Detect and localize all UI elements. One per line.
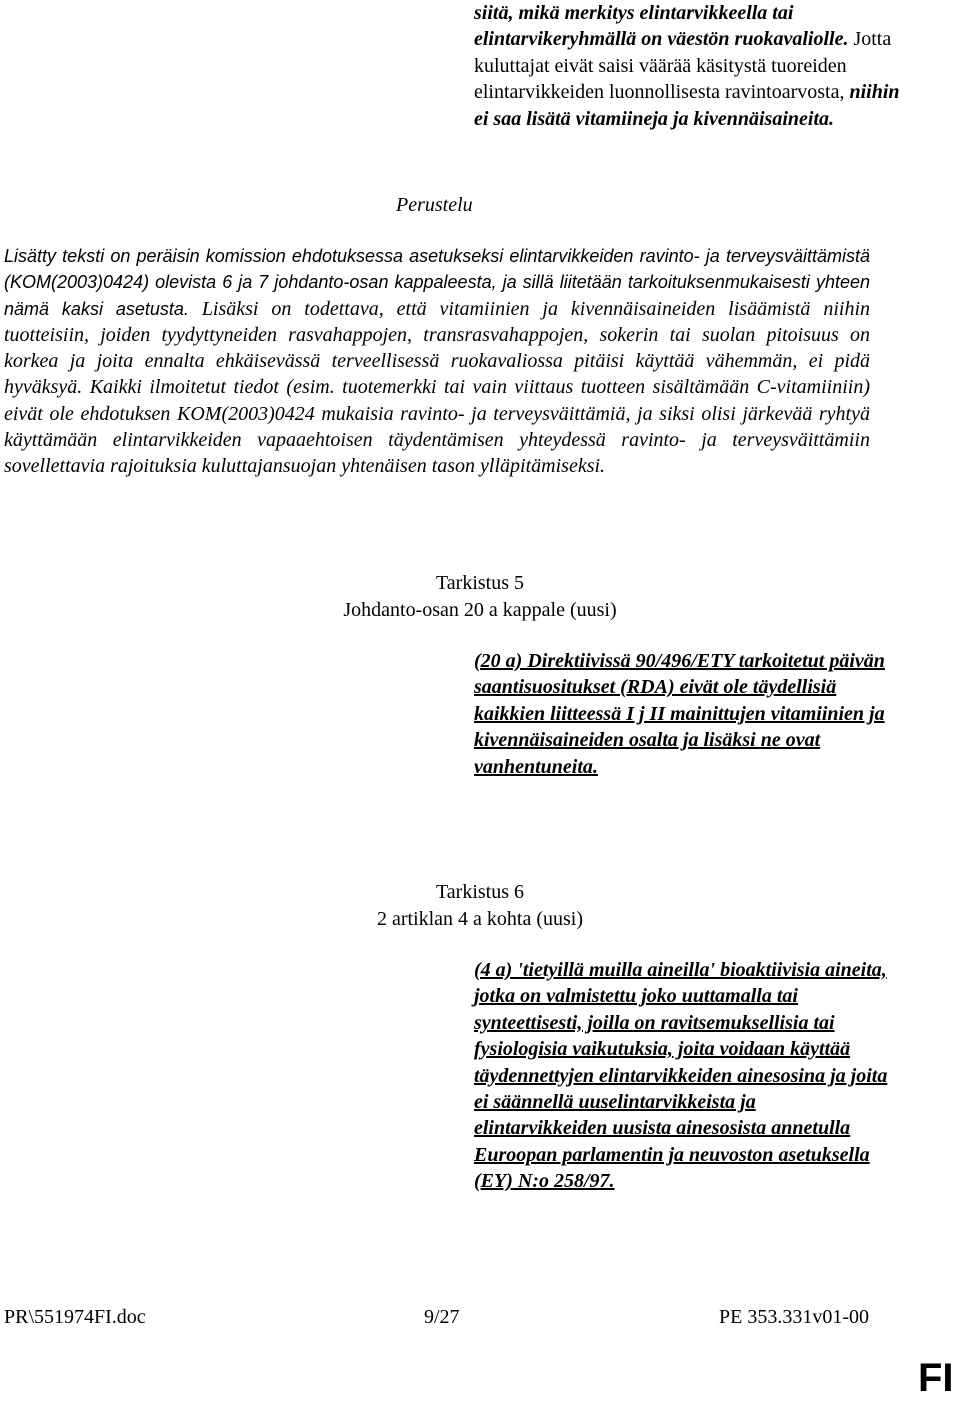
justification-heading: Perustelu bbox=[396, 194, 473, 216]
amendment-top-bold-italic-2: niihin ei saa lisätä vitamiineja ja kivennäisaineita. bbox=[474, 81, 900, 130]
amendment5-text: (20 a) Direktiivissä 90/496/ETY tarkoitetut päivän saantisuositukset (RDA) eivät ole täydellisiä kaikkien liitteessä I j II mainittujen vitamiinien ja kivennäisaineiden osalta ja lisäksi ne ovat vanhentuneita. bbox=[474, 650, 885, 778]
amendment5-subtitle: Johdanto-osan 20 a kappale (uusi) bbox=[343, 599, 617, 621]
amendment5-title: Tarkistus 5 bbox=[435, 572, 525, 594]
amendment-top-bold-italic-1: siitä, mikä merkitys elintarvikkeella tai elintarvikeryhmällä on väestön ruokavaliolle. bbox=[474, 2, 849, 51]
justification-second-part: Lisäksi on todettava, että vitamiinien ja kivennäisaineiden lisäämistä niihin tuotteisiin, joiden tyydyttyneiden rasvahappojen, transrasvahappojen, sokerin tai suolan pitoisuus on korkea ja joita ennalta ehkäisevässä terveellisessä ruokavaliossa pitäisi käyttää vähemmän, ei pidä hyväksyä. Kaikki ilmoitetut tiedot (esim. tuotemerkki tai vain viittaus tuotteen sisältämään C-vitamiiniin) eivät ole ehdotuksen KOM(2003)0424 mukaisia ravinto- ja terveysväittämiä, ja siksi olisi järkevää ryhtyä käyttämään elintarvikkeiden vapaaehtoisen täydentämisen yhteydessä ravinto- ja terveysväittämiin sovellettavia rajoituksia kuluttajansuojan yhtenäisen tason ylläpitämiseksi. bbox=[4, 297, 870, 478]
amendment6-subtitle: 2 artiklan 4 a kohta (uusi) bbox=[376, 908, 584, 930]
justification-body bbox=[4, 243, 870, 480]
justification-italic-part: Lisätty teksti on peräisin komission ehdotuksessa asetukseksi elintarvikkeiden ravinto- ja terveysväittämistä (KOM(2003)0424) olevista 6 ja 7 johdanto-osan kappaleesta, ja sillä liitetään tarkoituksenmukaisesti yhteen nämä kaksi asetusta. bbox=[4, 246, 870, 319]
footer-ref: PE 353.331v01-00 bbox=[719, 1306, 869, 1328]
language-code: FI bbox=[918, 1356, 954, 1400]
amendment6-text: (4 a) 'tietyillä muilla aineilla' bioaktiivisia aineita, jotka on valmistettu joko uuttamalla tai synteettisesti, joilla on ravitsemuksellisia tai fysiologisia vaikutuksia, joita voidaan käyttää täydennettyjen elintarvikkeiden ainesosina ja joita ei säännellä uuselintarvikkeista ja elintarvikkeiden uusista ainesosista annetulla Euroopan parlamentin ja neuvoston asetuksella (EY) N:o 258/97. bbox=[474, 959, 888, 1193]
amendment-top-text bbox=[474, 0, 914, 132]
amendment6-title: Tarkistus 6 bbox=[435, 881, 525, 903]
footer-page: 9/27 bbox=[424, 1306, 460, 1328]
footer-file: PR\551974FI.doc bbox=[4, 1306, 146, 1328]
amendment-top-regular: Jotta kuluttajat eivät saisi väärää käsitystä tuoreiden elintarvikkeiden luonnollisesta ravintoarvosta, bbox=[474, 28, 892, 104]
